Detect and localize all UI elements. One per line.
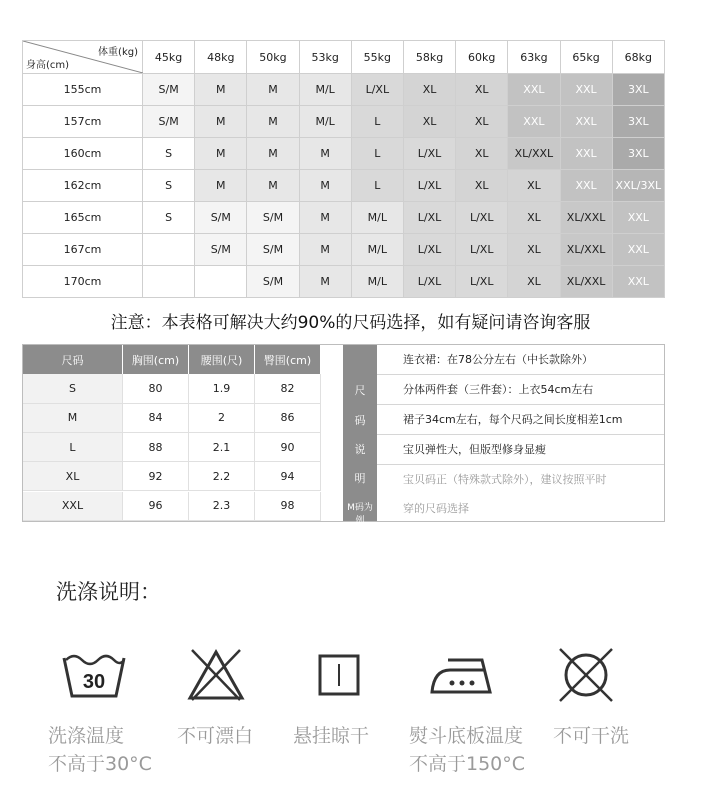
care-label-line1: 熨斗底板温度 bbox=[409, 725, 524, 747]
measure-header-cell: 胸围(cm) bbox=[123, 345, 189, 374]
size-cell: L bbox=[351, 138, 403, 170]
size-cell: XL/XXL bbox=[508, 138, 560, 170]
size-cell: M/L bbox=[351, 266, 403, 298]
measure-cell: S bbox=[23, 374, 123, 403]
hang-dry-icon bbox=[318, 654, 362, 698]
measure-cell: XXL bbox=[23, 492, 123, 521]
size-cell: XL bbox=[508, 202, 560, 234]
weight-header-cell: 60kg bbox=[456, 41, 508, 74]
size-cell: L/XL bbox=[456, 266, 508, 298]
size-row bbox=[23, 234, 665, 266]
iron-icon bbox=[430, 656, 494, 696]
size-description-line: 裙子34cm左右，每个尺码之间长度相差1cm bbox=[377, 405, 664, 435]
size-row bbox=[23, 138, 665, 170]
measure-header-cell: 尺码 bbox=[23, 345, 123, 374]
measure-header-cell: 臀围(cm) bbox=[255, 345, 321, 374]
size-description-line: 连衣裙：在78公分左右（中长款除外） bbox=[377, 345, 664, 375]
size-cell: L/XL bbox=[403, 138, 455, 170]
size-cell: XXL bbox=[560, 106, 612, 138]
weight-header-cell: 53kg bbox=[299, 41, 351, 74]
size-cell: S/M bbox=[247, 234, 299, 266]
care-label-line1: 不可干洗 bbox=[553, 725, 630, 747]
side-label-char: 码 bbox=[354, 413, 366, 427]
measure-row bbox=[23, 374, 377, 403]
height-cell: 165cm bbox=[23, 202, 143, 234]
size-cell: XL bbox=[508, 266, 560, 298]
measure-cell: 2.1 bbox=[189, 433, 255, 462]
size-cell: XL/XXL bbox=[560, 266, 612, 298]
size-cell: L/XL bbox=[403, 202, 455, 234]
weight-header-cell: 68kg bbox=[612, 41, 664, 74]
size-cell: XXL bbox=[612, 266, 664, 298]
care-label-no-dry-clean bbox=[553, 722, 629, 750]
size-cell: XXL bbox=[612, 202, 664, 234]
care-item-no-dry-clean bbox=[556, 646, 616, 708]
care-label-no-bleach bbox=[177, 722, 253, 750]
measure-cell: 92 bbox=[123, 462, 189, 491]
size-cell: XXL/3XL bbox=[612, 170, 664, 202]
size-cell: S/M bbox=[195, 234, 247, 266]
measure-row bbox=[23, 404, 377, 433]
size-cell: M/L bbox=[299, 74, 351, 106]
size-cell: S/M bbox=[143, 74, 195, 106]
size-cell: L bbox=[351, 170, 403, 202]
height-cell: 162cm bbox=[23, 170, 143, 202]
size-cell: XL bbox=[508, 234, 560, 266]
care-title: 洗涤说明： bbox=[56, 580, 161, 604]
size-row bbox=[23, 202, 665, 234]
care-label-iron bbox=[409, 722, 525, 778]
size-cell: 3XL bbox=[612, 74, 664, 106]
measure-row bbox=[23, 462, 377, 491]
height-cell: 167cm bbox=[23, 234, 143, 266]
size-cell: M bbox=[247, 170, 299, 202]
size-cell: XXL bbox=[612, 234, 664, 266]
size-cell: M bbox=[299, 266, 351, 298]
size-cell: XL bbox=[403, 106, 455, 138]
size-cell: 3XL bbox=[612, 106, 664, 138]
size-cell: 3XL bbox=[612, 138, 664, 170]
size-explanation-side-label bbox=[343, 345, 377, 526]
measure-row bbox=[23, 492, 377, 521]
weight-header-cell: 48kg bbox=[195, 41, 247, 74]
size-cell: M/L bbox=[299, 106, 351, 138]
side-label-char: 明 bbox=[354, 472, 366, 486]
size-cell: XL bbox=[508, 170, 560, 202]
size-cell: M bbox=[195, 170, 247, 202]
weight-header-cell: 45kg bbox=[143, 41, 195, 74]
measure-cell: L bbox=[23, 433, 123, 462]
care-label-line2: 不高于30°C bbox=[48, 753, 152, 775]
size-cell: L/XL bbox=[456, 202, 508, 234]
size-cell: S/M bbox=[247, 202, 299, 234]
size-cell: M bbox=[299, 234, 351, 266]
measure-cell: 84 bbox=[123, 404, 189, 433]
care-label-line1: 悬挂晾干 bbox=[293, 725, 370, 747]
measure-header-cell: 腰围(尺) bbox=[189, 345, 255, 374]
height-cell: 170cm bbox=[23, 266, 143, 298]
size-recommendation-table bbox=[22, 40, 665, 298]
no-dry-clean-icon bbox=[556, 646, 616, 704]
size-cell: S/M bbox=[195, 202, 247, 234]
size-cell: M/L bbox=[351, 202, 403, 234]
size-cell: L bbox=[351, 106, 403, 138]
size-row bbox=[23, 170, 665, 202]
care-label-line2: 不高于150°C bbox=[409, 753, 526, 775]
size-cell: XL bbox=[403, 74, 455, 106]
size-cell: S bbox=[143, 138, 195, 170]
measure-cell: 94 bbox=[255, 462, 321, 491]
size-cell: M bbox=[247, 106, 299, 138]
size-description-list bbox=[377, 345, 664, 523]
measure-cell: 1.9 bbox=[189, 374, 255, 403]
corner-header bbox=[23, 41, 143, 74]
care-item-iron bbox=[430, 656, 494, 700]
size-cell bbox=[143, 234, 195, 266]
size-cell: M bbox=[299, 138, 351, 170]
size-cell: S/M bbox=[247, 266, 299, 298]
size-cell: XXL bbox=[560, 138, 612, 170]
size-cell: L/XL bbox=[403, 170, 455, 202]
size-note: 注意：本表格可解决大约90%的尺码选择，如有疑问请咨询客服 bbox=[110, 313, 591, 333]
care-label-hang-dry bbox=[293, 722, 369, 750]
care-label-line1: 不可漂白 bbox=[177, 725, 254, 747]
measure-cell: 86 bbox=[255, 404, 321, 433]
size-cell bbox=[195, 266, 247, 298]
size-cell: L/XL bbox=[351, 74, 403, 106]
measure-cell: 98 bbox=[255, 492, 321, 521]
weight-header-cell: 50kg bbox=[247, 41, 299, 74]
size-row bbox=[23, 106, 665, 138]
height-cell: 155cm bbox=[23, 74, 143, 106]
care-label-wash bbox=[48, 722, 152, 778]
weight-axis-label: 体重(kg) bbox=[98, 47, 138, 58]
weight-header-cell: 58kg bbox=[403, 41, 455, 74]
weight-header-cell: 55kg bbox=[351, 41, 403, 74]
size-cell bbox=[143, 266, 195, 298]
height-cell: 157cm bbox=[23, 106, 143, 138]
size-cell: XL bbox=[456, 106, 508, 138]
size-description-line: 分体两件套（三件套）：上衣54cm左右 bbox=[377, 375, 664, 405]
size-cell: XL bbox=[456, 74, 508, 106]
size-description-line: 穿的尺码选择 bbox=[403, 502, 469, 515]
size-cell: S bbox=[143, 170, 195, 202]
size-cell: XXL bbox=[508, 106, 560, 138]
size-cell: S/M bbox=[143, 106, 195, 138]
size-cell: M bbox=[195, 138, 247, 170]
measure-cell: 96 bbox=[123, 492, 189, 521]
measure-header-row bbox=[23, 345, 377, 374]
measure-cell: 2.2 bbox=[189, 462, 255, 491]
height-axis-label: 身高(cm) bbox=[26, 60, 70, 71]
size-cell: XXL bbox=[508, 74, 560, 106]
height-cell: 160cm bbox=[23, 138, 143, 170]
side-label-char: 说 bbox=[354, 442, 366, 456]
care-item-wash bbox=[62, 650, 126, 704]
size-row bbox=[23, 74, 665, 106]
size-cell: M bbox=[195, 106, 247, 138]
size-description-line: 宝贝码正（特殊款式除外），建议按照平时 bbox=[403, 473, 607, 486]
no-bleach-icon bbox=[186, 646, 246, 704]
size-cell: XL bbox=[456, 170, 508, 202]
care-item-hang-dry bbox=[318, 654, 362, 702]
weight-header-cell: 63kg bbox=[508, 41, 560, 74]
size-cell: XXL bbox=[560, 170, 612, 202]
measure-cell: 2.3 bbox=[189, 492, 255, 521]
size-description-line: 宝贝弹性大，但版型修身显瘦 bbox=[377, 435, 664, 465]
measure-row bbox=[23, 433, 377, 462]
size-cell: M bbox=[299, 170, 351, 202]
weight-header-row bbox=[23, 41, 665, 74]
size-cell: L/XL bbox=[403, 266, 455, 298]
measure-cell: 88 bbox=[123, 433, 189, 462]
size-cell: XL/XXL bbox=[560, 234, 612, 266]
size-cell: S bbox=[143, 202, 195, 234]
weight-header-cell: 65kg bbox=[560, 41, 612, 74]
side-label-char: 尺 bbox=[354, 384, 366, 398]
size-cell: XL/XXL bbox=[560, 202, 612, 234]
wash-temp-text: 30 bbox=[82, 671, 106, 693]
wash-30-icon bbox=[62, 650, 126, 700]
care-label-line1: 洗涤温度 bbox=[48, 725, 125, 747]
size-cell: L/XL bbox=[456, 234, 508, 266]
measure-cell: 80 bbox=[123, 374, 189, 403]
size-cell: M bbox=[195, 74, 247, 106]
side-label-char: M码为例 bbox=[347, 502, 373, 526]
measure-cell: 82 bbox=[255, 374, 321, 403]
size-cell: M bbox=[247, 74, 299, 106]
size-cell: M/L bbox=[351, 234, 403, 266]
size-cell: M bbox=[247, 138, 299, 170]
measure-cell: 2 bbox=[189, 404, 255, 433]
measurement-table bbox=[22, 344, 665, 526]
size-cell: XL bbox=[456, 138, 508, 170]
size-row bbox=[23, 266, 665, 298]
size-cell: L/XL bbox=[403, 234, 455, 266]
measure-cell: XL bbox=[23, 462, 123, 491]
size-cell: XXL bbox=[560, 74, 612, 106]
measure-cell: M bbox=[23, 404, 123, 433]
size-cell: M bbox=[299, 202, 351, 234]
care-item-no-bleach bbox=[186, 646, 246, 708]
measure-cell: 90 bbox=[255, 433, 321, 462]
